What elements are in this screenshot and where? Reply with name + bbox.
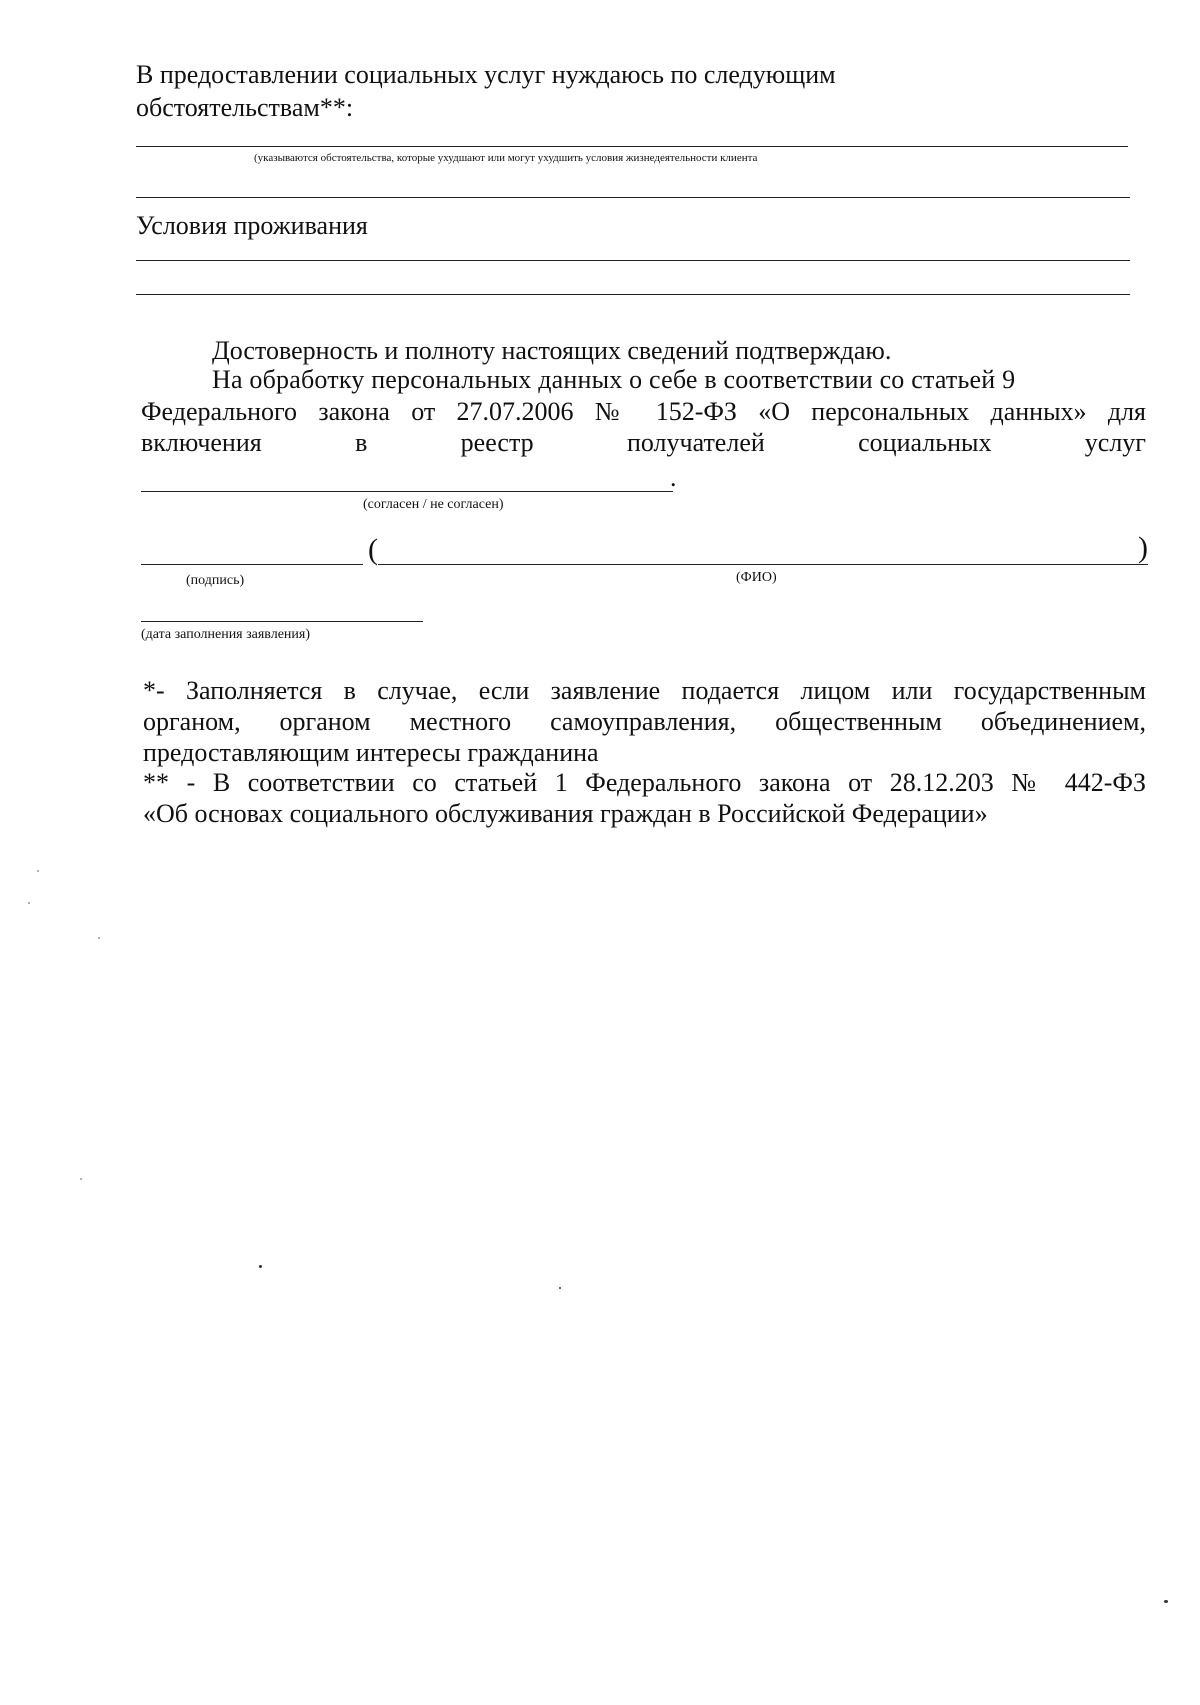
scan-speck <box>28 902 30 904</box>
consent-line2-content: На обработку персональных данных о себе в соответствии со статьей 9 <box>212 365 1016 394</box>
footnote-1-line1: *- Заполняется в случае, если заявление подается лицом или государственным <box>143 676 1146 705</box>
consent-text-line4 <box>141 428 1146 458</box>
consent-blank-period: . <box>670 463 677 492</box>
scan-speck <box>80 1178 82 1180</box>
fio-fill-line[interactable] <box>378 564 1148 565</box>
living-fill-line-2[interactable] <box>136 294 1130 295</box>
scan-speck <box>559 1287 561 1289</box>
consent-text-line3: Федерального закона от 27.07.2006 № 152-ФЗ «О персональных данных» для <box>141 397 1146 426</box>
circumstances-heading-line1: В предоставлении социальных услуг нуждаюсь по следующим <box>136 60 836 89</box>
scan-speck <box>37 870 39 872</box>
confirmation-text: Достоверность и полноту настоящих сведений подтверждаю. <box>212 336 892 365</box>
circumstances-fill-line-2[interactable] <box>136 197 1130 198</box>
date-label: (дата заполнения заявления) <box>141 627 311 642</box>
fio-close-paren: ) <box>1138 531 1148 564</box>
circumstances-fill-line[interactable] <box>136 146 1128 147</box>
consent-agree-hint: (согласен / не согласен) <box>363 497 504 512</box>
consent-word: включения <box>141 428 262 457</box>
consent-word: реестр <box>460 428 534 457</box>
signature-fill-line[interactable] <box>141 564 363 565</box>
scan-speck <box>259 1265 262 1268</box>
fio-label: (ФИО) <box>736 570 777 585</box>
consent-agree-fill-line[interactable] <box>141 491 673 492</box>
consent-word: получателей <box>626 428 765 457</box>
scan-speck <box>1164 1600 1168 1603</box>
footnote-2-line2: «Об основах социального обслуживания граждан в Российской Федерации» <box>143 799 988 828</box>
circumstances-heading-line2: обстоятельствам**: <box>136 93 354 122</box>
footnote-1-line2: органом, органом местного самоуправления, общественным объединением, <box>143 707 1146 736</box>
scan-speck <box>98 937 100 939</box>
consent-text-line2 <box>212 365 1146 395</box>
living-conditions-label: Условия проживания <box>136 211 368 240</box>
consent-word: в <box>355 428 368 457</box>
consent-word: социальных <box>858 428 992 457</box>
consent-word: услуг <box>1084 428 1146 457</box>
circumstances-hint: (указываются обстоятельства, которые ухудшают или могут ухудшить условия жизнедеятельности клиента <box>254 152 758 164</box>
signature-label: (подпись) <box>186 573 245 588</box>
footnote-2-line1: ** - В соответствии со статьей 1 Федерального закона от 28.12.203 № 442-ФЗ <box>143 768 1146 797</box>
living-fill-line-1[interactable] <box>136 260 1130 261</box>
footnote-1-line3: предоставляющим интересы гражданина <box>143 738 599 767</box>
fio-open-paren: ( <box>368 533 378 566</box>
date-fill-line[interactable] <box>141 621 423 622</box>
